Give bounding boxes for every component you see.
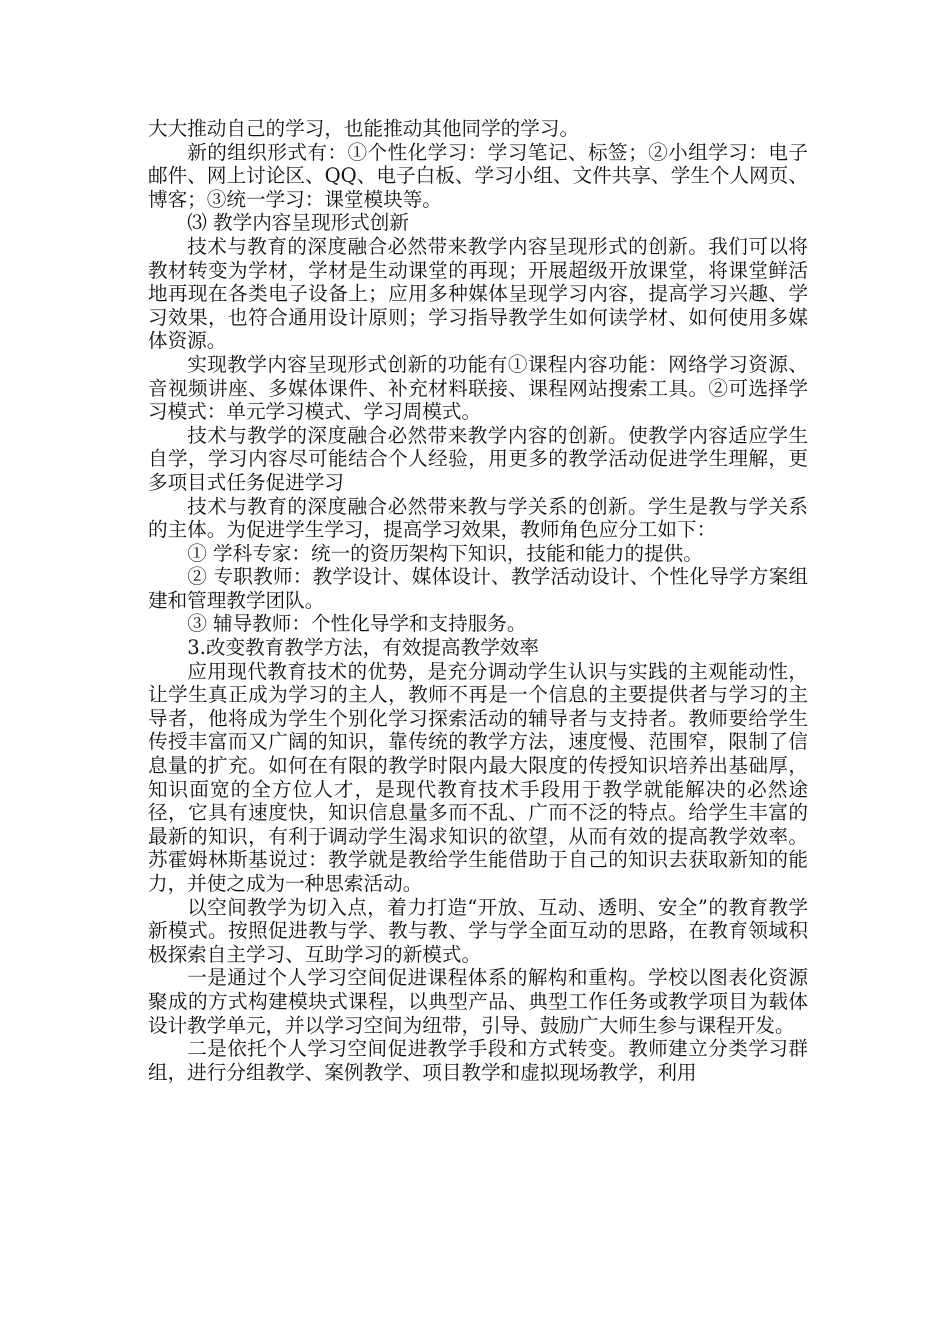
list-item-tutor: ③ 辅导教师：个性化导学和支持服务。 (187, 612, 527, 636)
paragraph-continuation: 大大推动自己的学习，也能推动其他同学的学习。 (148, 117, 580, 140)
document-body (148, 117, 808, 1084)
list-item-full-time-teacher: ② 专职教师：教学设计、媒体设计、教学活动设计、个性化导学方案组建和管理教学团队。 (148, 565, 808, 612)
paragraph-organization-forms: 新的组织形式有：①个性化学习：学习笔记、标签；②小组学习：电子邮件、网上讨论区、QQ、电子白板、学习小组、文件共享、学生个人网页、博客；③统一学习：课堂模块等。 (148, 140, 808, 211)
list-item-subject-expert: ① 学科专家：统一的资历架构下知识，技能和能力的提供。 (187, 541, 703, 565)
paragraph-presentation-functions: 实现教学内容呈现形式创新的功能有①课程内容功能：网络学习资源、音视频讲座、多媒体课件、补充材料联接、课程网站搜索工具。②可选择学习模式：单元学习模式、学习周模式。 (148, 352, 808, 424)
paragraph-point-two: 二是依托个人学习空间促进教学手段和方式转变。教师建立分类学习群组，进行分组教学、案例教学、项目教学和虚拟现场教学，利用 (148, 1037, 808, 1084)
paragraph-space-teaching: 以空间教学为切入点，着力打造“开放、互动、透明、安全”的教育教学新模式。按照促进教与学、教与教、学与学全面互动的思路，在教育领域积极探索自主学习、互助学习的新模式。 (148, 895, 808, 966)
paragraph-content-innovation: 技术与教学的深度融合必然带来教学内容的创新。使教学内容适应学生自学，学习内容尽可能结合个人经验，用更多的教学活动促进学生理解，更多项目式任务促进学习 (148, 423, 808, 494)
paragraph-point-one: 一是通过个人学习空间促进课程体系的解构和重构。学校以图表化资源聚成的方式构建模块式课程，以典型产品、典型工作任务或教学项目为载体设计教学单元，并以学习空间为纽带，引导、鼓励广大师生参与课程开发。 (148, 966, 808, 1037)
paragraph-relationship-innovation: 技术与教育的深度融合必然带来教与学关系的创新。学生是教与学关系的主体。为促进学生学习，提高学习效果，教师角色应分工如下： (148, 494, 808, 542)
paragraph-modern-technology: 应用现代教育技术的优势，是充分调动学生认识与实践的主观能动性，让学生真正成为学习的主人，教师不再是一个信息的主要提供者与学习的主导者，他将成为学生个别化学习探索活动的辅导者与支持者。教师要给学生传授丰富而又广阔的知识，靠传统的教学方法，速度慢、范围窄，限制了信息量的扩充。如何在有限的教学时限内最大限度的传授知识培养出基础厚，知识面宽的全方位人才，是现代教育技术手段用于教学就能解决的必然途径，它具有速度快，知识信息量多而不乱、广而不泛的特点。给学生丰富的最新的知识，有利于调动学生渴求知识的欲望，从而有效的提高教学效率。苏霍姆林斯基说过：教学就是教给学生能借助于自己的知识去获取新知的能力，并使之成为一种思索活动。 (148, 659, 808, 895)
section-heading-teaching-methods: 3.改变教育教学方法，有效提高教学效率 (187, 636, 539, 660)
section-heading-content-presentation: ⑶ 教学内容呈现形式创新 (187, 211, 409, 235)
paragraph-presentation-innovation: 技术与教育的深度融合必然带来教学内容呈现形式的创新。我们可以将教材转变为学材，学材是生动课堂的再现；开展超级开放课堂，将课堂鲜活地再现在各类电子设备上；应用多种媒体呈现学习内容，提高学习兴趣、学习效果，也符合通用设计原则；学习指导教学生如何读学材、如何使用多媒体资源。 (148, 234, 808, 353)
